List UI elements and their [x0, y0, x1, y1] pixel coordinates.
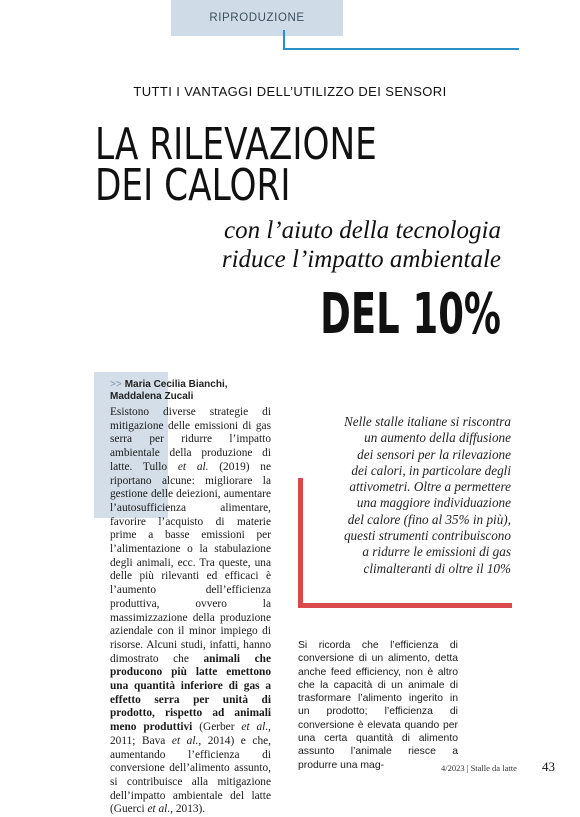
pull-quote-line: dei calori, in particolare degli: [351, 462, 511, 478]
highlighted-finding: animali che producono più latte emettono una quantità inferiore di gas a effetto serra per unità di prodotto, rispetto ad animali meno produttivi: [110, 652, 272, 734]
section-rule-horizontal: [283, 48, 519, 50]
author-byline: [110, 379, 228, 403]
section-rule-vertical: [283, 30, 285, 50]
pull-quote-line: del calore (fino al 35% in più),: [347, 511, 511, 527]
author-marker: >>: [110, 379, 122, 390]
pull-quote-line: dei sensori per la rilevazione: [357, 446, 511, 462]
footer-separator: |: [466, 763, 469, 773]
body-text-right: [298, 639, 458, 772]
body-text-left: [110, 406, 271, 817]
kicker: TUTTI I VANTAGGI DELL’UTILIZZO DEI SENSORI: [133, 84, 447, 99]
author-name-2: Maddalena Zucali: [110, 391, 194, 402]
footer-issue-info: [441, 763, 517, 773]
pull-quote-line: attivometri. Oltre a permettere: [349, 479, 511, 495]
headline: [95, 119, 438, 211]
pull-quote-line: Nelle stalle italiane si riscontra: [343, 414, 511, 429]
page-number: 43: [542, 759, 555, 774]
footer-issue: 4/2023: [441, 763, 465, 773]
quote-accent-bar-horizontal: [298, 603, 512, 608]
author-name-1: Maria Cecilia Bianchi,: [124, 379, 228, 390]
footer-magazine: Stalle da latte: [470, 763, 517, 773]
body-paragraph: Si ricorda che l’efficienza di conversione di un alimento, detta anche feed efficiency, non è altro che la capacità di un animale di trasformare l’alimento ingerito in un prodotto; l’efficienza di conversione è elevata quando per una certa quantità di alimento assunto l’animale riesce a produrre una mag-: [298, 640, 458, 771]
body-paragraph: Esistono diverse strategie di mitigazione delle emissioni di gas serra per ridurre l’impatto ambientale della produzione di latte. Tullo et al. (2019) ne riportano alcune: migliorare la gestione delle deiezioni, aumentare l’autosufficienza alimentare, favorire l’acquisto di materie prime a basse emissioni per l’alimentazione o la stabulazione degli animali, ecc. Tra queste, una delle più rilevanti ed efficaci è l’aumento dell’efficienza produttiva, ovvero la massimizzazione della produzione aziendale con il minor impiego di risorse. Alcuni studi, infatti, hanno dimostrato che animali che producono più latte emettono una quantità inferiore di gas a effetto serra per unità di prodotto, rispetto ad animali meno produttivi (Gerber et al., 2011; Bava et al., 2014) e che, aumentando l’efficienza di conversione dell’alimento assunto, si contribuisce alla mitigazione dell’impatto ambientale del latte (Guerci et al., 2013).: [110, 406, 272, 816]
section-tab: [171, 0, 343, 36]
pull-quote-line: climalteranti di oltre il 10%: [363, 560, 511, 576]
quote-accent-bar-vertical: [298, 478, 303, 608]
subhead-line-2: riduce l’impatto ambientale: [221, 246, 501, 273]
pull-quote-line: un aumento della diffusione: [364, 430, 511, 446]
pull-quote-line: questi strumenti contribuiscono: [343, 528, 511, 544]
subhead: [222, 216, 501, 274]
big-number: DEL 10%: [320, 282, 501, 347]
headline-line-1: LA RILEVAZIONE: [95, 119, 377, 170]
pull-quote-line: una maggiore individuazione: [356, 495, 511, 511]
pull-quote: [281, 414, 511, 577]
subhead-line-1: con l’aiuto della tecnologia: [223, 217, 501, 244]
pull-quote-line: a ridurre le emissioni di gas: [362, 544, 511, 560]
section-label: RIPRODUZIONE: [209, 12, 305, 24]
headline-line-2: DEI CALORI: [95, 160, 291, 211]
